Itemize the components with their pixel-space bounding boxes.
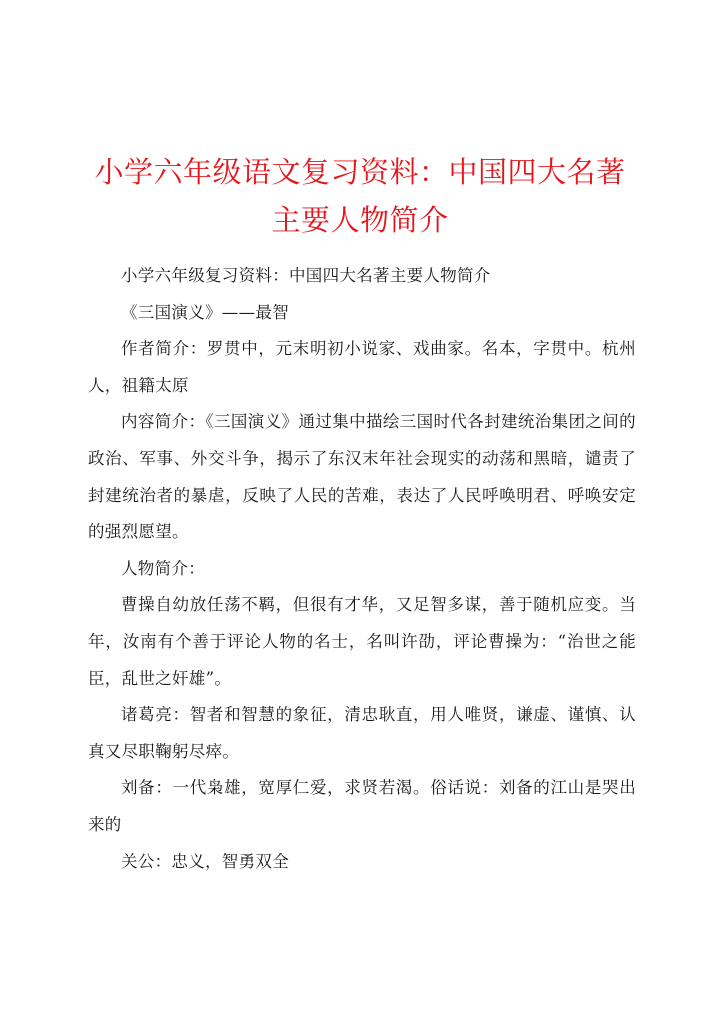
document-body [88,258,636,880]
paragraph-section-heading: 《三国演义》——最智 [121,302,289,322]
paragraph-characters-heading: 人物简介： [121,558,205,578]
paragraph-content-intro: 内容简介：《三国演义》通过集中描绘三国时代各封建统治集团之间的政治、军事、外交斗争，揭示了东汉末年社会现实的动荡和黑暗，谴责了封建统治者的暴虐，反映了人民的苦难，表达了人民呼唤明君、呼唤安定的强烈愿望。 [88,412,636,542]
paragraph-cao-cao: 曹操自幼放任荡不羁，但很有才华，又足智多谋，善于随机应变。当年，汝南有个善于评论人物的名士，名叫许劭，评论曹操为：“治世之能臣，乱世之奸雄”。 [88,595,636,688]
paragraph-author-intro: 作者简介：罗贯中，元末明初小说家、戏曲家。名本，字贯中。杭州人，祖籍太原 [88,339,636,395]
paragraph-liu-bei: 刘备：一代枭雄，宽厚仁爱，求贤若渴。俗话说：刘备的江山是哭出来的 [88,778,636,834]
paragraph-zhuge-liang: 诸葛亮：智者和智慧的象征，清忠耿直，用人唯贤，谦虚、谨慎、认真又尽职鞠躬尽瘁。 [88,705,636,761]
document-title: 小学六年级语文复习资料：中国四大名著主要人物简介 [94,155,626,237]
paragraph-guan-gong: 关公：忠义，智勇双全 [121,851,289,871]
paragraph-intro: 小学六年级复习资料：中国四大名著主要人物简介 [121,266,491,285]
